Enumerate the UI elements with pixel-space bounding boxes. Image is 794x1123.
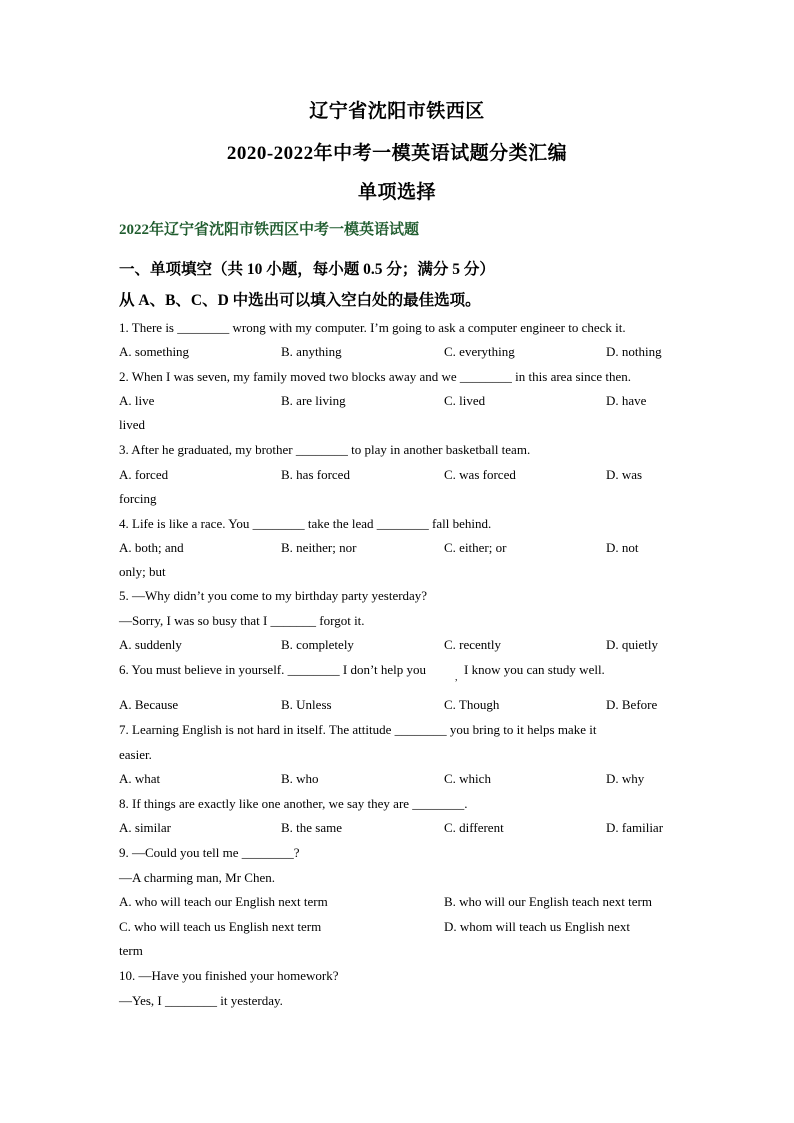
q9-option-d: D. whom will teach us English next: [444, 919, 630, 934]
q2-option-d: D. have: [606, 393, 647, 408]
q7-option-b: B. who: [281, 771, 319, 786]
question-10-reply: —Yes, I ________ it yesterday.: [119, 993, 283, 1008]
q5-option-c: C. recently: [444, 637, 502, 652]
q6-option-c: C. Though: [444, 697, 500, 712]
q8-option-c: C. different: [444, 820, 504, 835]
q2-option-b: B. are living: [281, 393, 346, 408]
question-6-stem-tail: I know you can study well.: [464, 662, 605, 677]
doc-title-exam: 2020-2022年中考一模英语试题分类汇编: [226, 143, 568, 164]
question-7-stem-wrap: easier.: [119, 747, 152, 762]
q2-option-c: C. lived: [444, 393, 486, 408]
q5-option-b: B. completely: [281, 637, 354, 652]
question-8-stem: 8. If things are exactly like one another, we say they are ________.: [119, 796, 468, 811]
q9-option-b: B. who will our English teach next term: [444, 894, 652, 909]
q4-option-d: D. not: [606, 540, 639, 555]
q4-option-c: C. either; or: [444, 540, 507, 555]
q7-option-d: D. why: [606, 771, 645, 786]
doc-title-region: 辽宁省沈阳市铁西区: [309, 101, 485, 122]
q2-option-a: A. live: [119, 393, 155, 408]
question-6-stem: 6. You must believe in yourself. ________ I don’t help you: [119, 662, 427, 677]
q3-option-d: D. was: [606, 467, 643, 482]
q1-option-b: B. anything: [281, 344, 342, 359]
doc-title-topic: 单项选择: [357, 182, 436, 203]
q5-option-a: A. suddenly: [119, 637, 182, 652]
q3-option-b: B. has forced: [281, 467, 350, 482]
q6-option-b: B. Unless: [281, 697, 332, 712]
q7-option-a: A. what: [119, 771, 161, 786]
q9-option-d-wrap: term: [119, 943, 143, 958]
question-3-stem: 3. After he graduated, my brother ________ to play in another basketball team.: [119, 442, 531, 457]
q1-option-c: C. everything: [444, 344, 515, 359]
question-9-stem: 9. —Could you tell me ________?: [119, 845, 300, 860]
q4-option-b: B. neither; nor: [281, 540, 357, 555]
question-5-stem: 5. —Why didn’t you come to my birthday party yesterday?: [119, 588, 428, 603]
q4-option-d-wrap: only; but: [119, 564, 166, 579]
q5-option-d: D. quietly: [606, 637, 658, 652]
instruction: 从 A、B、C、D 中选出可以填入空白处的最佳选项。: [119, 292, 481, 309]
q6-option-a: A. Because: [119, 697, 179, 712]
q8-option-d: D. familiar: [606, 820, 664, 835]
question-5-reply: —Sorry, I was so busy that I _______ forgot it.: [119, 613, 365, 628]
question-9-reply: —A charming man, Mr Chen.: [119, 870, 275, 885]
q6-option-d: D. Before: [606, 697, 658, 712]
question-10-stem: 10. —Have you finished your homework?: [119, 968, 339, 983]
q4-option-a: A. both; and: [119, 540, 184, 555]
question-6-comma: ,: [455, 672, 458, 683]
q8-option-a: A. similar: [119, 820, 171, 835]
section-title: 2022年辽宁省沈阳市铁西区中考一模英语试题: [119, 222, 420, 238]
part-heading: 一、单项填空（共 10 小题，每小题 0.5 分；满分 5 分）: [119, 261, 495, 278]
question-7-stem: 7. Learning English is not hard in itself. The attitude ________ you bring to it helps make it: [119, 722, 597, 737]
q9-option-c: C. who will teach us English next term: [119, 919, 322, 934]
q7-option-c: C. which: [444, 771, 491, 786]
q3-option-c: C. was forced: [444, 467, 516, 482]
q1-option-d: D. nothing: [606, 344, 662, 359]
q3-option-a: A. forced: [119, 467, 169, 482]
q9-option-a: A. who will teach our English next term: [119, 894, 328, 909]
question-1-stem: 1. There is ________ wrong with my computer. I’m going to ask a computer engineer to check it.: [119, 320, 626, 335]
question-4-stem: 4. Life is like a race. You ________ take the lead ________ fall behind.: [119, 516, 492, 531]
q2-option-d-wrap: lived: [119, 417, 145, 432]
question-2-stem: 2. When I was seven, my family moved two blocks away and we ________ in this area since then.: [119, 369, 632, 384]
q8-option-b: B. the same: [281, 820, 343, 835]
q3-option-d-wrap: forcing: [119, 491, 157, 506]
q1-option-a: A. something: [119, 344, 190, 359]
